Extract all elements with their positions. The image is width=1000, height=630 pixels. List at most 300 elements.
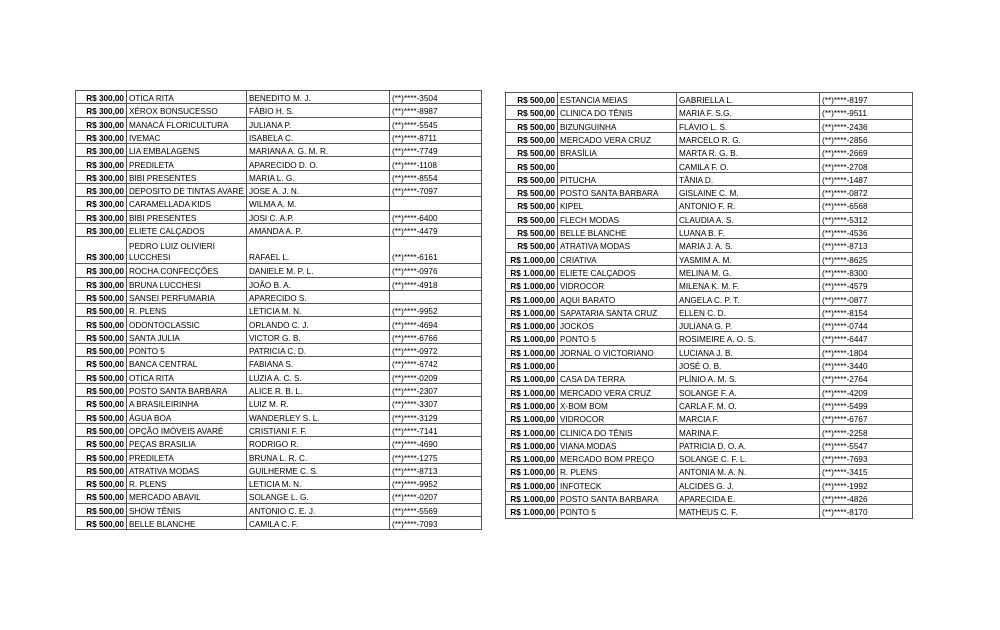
prize-value-cell: R$ 500,00 — [76, 463, 127, 476]
phone-cell: (**)****-4826 — [820, 491, 913, 504]
prize-value-cell: R$ 500,00 — [76, 437, 127, 450]
store-name-cell: PONTO 5 — [558, 505, 677, 518]
phone-cell: (**)****-3504 — [390, 91, 482, 104]
table-row — [506, 438, 913, 451]
prize-value-cell: R$ 300,00 — [76, 184, 127, 197]
prize-value-cell: R$ 1.000,00 — [506, 412, 558, 425]
table-row — [506, 252, 913, 265]
table-row — [76, 144, 482, 157]
store-name-cell: PREDILETA — [127, 450, 247, 463]
phone-cell: (**)****-3129 — [390, 410, 482, 423]
phone-cell: (**)****-4479 — [390, 223, 482, 236]
table-row — [76, 330, 482, 343]
store-name-cell: ESTANCIA MEIAS — [558, 93, 677, 106]
table-row — [76, 503, 482, 516]
winners-table-left-body — [76, 91, 482, 530]
winner-name-cell: FÁBIO H. S. — [247, 104, 390, 117]
winner-name-cell: GISLAINE C. M. — [677, 186, 820, 199]
table-row — [76, 184, 482, 197]
store-name-cell: PEDRO LUIZ OLIVIERI LUCCHESI — [127, 237, 247, 264]
winner-name-cell: LUZIA A. C. S. — [247, 370, 390, 383]
winner-name-cell: GABRIELLA L. — [677, 93, 820, 106]
table-row — [76, 397, 482, 410]
prize-value-cell: R$ 500,00 — [76, 383, 127, 396]
phone-cell: (**)****-8713 — [820, 239, 913, 252]
table-row — [506, 279, 913, 292]
phone-cell: (**)****-8625 — [820, 252, 913, 265]
winner-name-cell: CARLA F. M. O. — [677, 398, 820, 411]
phone-cell: (**)****-2856 — [820, 132, 913, 145]
winner-name-cell: JOÃO B. A. — [247, 277, 390, 290]
winner-name-cell: ANTONIA M. A. N. — [677, 465, 820, 478]
table-row — [76, 170, 482, 183]
winners-table-left — [75, 90, 482, 530]
store-name-cell: R. PLENS — [127, 304, 247, 317]
table-row — [506, 478, 913, 491]
prize-value-cell: R$ 300,00 — [76, 277, 127, 290]
winner-name-cell: RODRIGO R. — [247, 437, 390, 450]
store-name-cell: JOCKOS — [558, 319, 677, 332]
table-row — [506, 319, 913, 332]
store-name-cell: SAPATARIA SANTA CRUZ — [558, 305, 677, 318]
winner-name-cell: LETICIA M. N. — [247, 304, 390, 317]
phone-cell: (**)****-9952 — [390, 304, 482, 317]
prize-value-cell: R$ 1.000,00 — [506, 425, 558, 438]
phone-cell — [390, 290, 482, 303]
winner-name-cell: JULIANA P. — [247, 117, 390, 130]
table-row — [76, 344, 482, 357]
winner-name-cell: CAMILA C. F. — [247, 516, 390, 529]
winner-name-cell: FLÁVIO L. S. — [677, 119, 820, 132]
phone-cell: (**)****-9952 — [390, 477, 482, 490]
prize-value-cell: R$ 500,00 — [76, 344, 127, 357]
phone-cell: (**)****-6568 — [820, 199, 913, 212]
table-row — [506, 132, 913, 145]
phone-cell: (**)****-6161 — [390, 237, 482, 264]
phone-cell: (**)****-7749 — [390, 144, 482, 157]
winner-name-cell: SOLANGE F. A. — [677, 385, 820, 398]
prize-value-cell: R$ 300,00 — [76, 117, 127, 130]
prize-value-cell: R$ 300,00 — [76, 210, 127, 223]
winner-name-cell: VICTOR G. B. — [247, 330, 390, 343]
prize-value-cell: R$ 1.000,00 — [506, 305, 558, 318]
store-name-cell: POSTO SANTA BARBARA — [127, 383, 247, 396]
phone-cell: (**)****-7097 — [390, 184, 482, 197]
phone-cell: (**)****-1804 — [820, 345, 913, 358]
winner-name-cell: JULIANA G. P. — [677, 319, 820, 332]
table-row — [506, 385, 913, 398]
phone-cell: (**)****-0872 — [820, 186, 913, 199]
prize-value-cell: R$ 500,00 — [76, 490, 127, 503]
winner-name-cell: YASMIM A. M. — [677, 252, 820, 265]
phone-cell: (**)****-3415 — [820, 465, 913, 478]
store-name-cell: VIDROCOR — [558, 412, 677, 425]
phone-cell: (**)****-6766 — [390, 330, 482, 343]
prize-value-cell: R$ 300,00 — [76, 264, 127, 277]
prize-value-cell: R$ 1.000,00 — [506, 505, 558, 518]
table-row — [76, 277, 482, 290]
store-name-cell: DEPOSITO DE TINTAS AVARÉ — [127, 184, 247, 197]
table-row — [506, 505, 913, 518]
phone-cell: (**)****-0877 — [820, 292, 913, 305]
winner-name-cell: APARECIDO S. — [247, 290, 390, 303]
prize-value-cell: R$ 500,00 — [506, 199, 558, 212]
table-row — [76, 317, 482, 330]
table-row — [76, 516, 482, 529]
prize-value-cell: R$ 500,00 — [76, 304, 127, 317]
phone-cell: (**)****-5545 — [390, 117, 482, 130]
phone-cell: (**)****-0972 — [390, 344, 482, 357]
prize-value-cell: R$ 500,00 — [506, 212, 558, 225]
store-name-cell: OTICA RITA — [127, 370, 247, 383]
winners-table-right — [505, 92, 913, 519]
phone-cell: (**)****-2258 — [820, 425, 913, 438]
winner-name-cell: MARIA L. G. — [247, 170, 390, 183]
prize-value-cell: R$ 1.000,00 — [506, 319, 558, 332]
store-name-cell: SANSEI PERFUMARIA — [127, 290, 247, 303]
table-row — [76, 463, 482, 476]
phone-cell: (**)****-8987 — [390, 104, 482, 117]
phone-cell: (**)****-2708 — [820, 159, 913, 172]
prize-value-cell: R$ 1.000,00 — [506, 279, 558, 292]
store-name-cell: CARAMELLADA KIDS — [127, 197, 247, 210]
winner-name-cell: BRUNA L. R. C. — [247, 450, 390, 463]
store-name-cell: ATRATIVA MODAS — [558, 239, 677, 252]
winner-name-cell: ANGELA C. P. T. — [677, 292, 820, 305]
phone-cell: (**)****-2436 — [820, 119, 913, 132]
winner-name-cell: MARIA J. A. S. — [677, 239, 820, 252]
store-name-cell: JORNAL O VICTORIANO — [558, 345, 677, 358]
phone-cell: (**)****-1275 — [390, 450, 482, 463]
prize-value-cell: R$ 1.000,00 — [506, 465, 558, 478]
phone-cell: (**)****-7693 — [820, 452, 913, 465]
phone-cell: (**)****-1992 — [820, 478, 913, 491]
phone-cell: (**)****-8154 — [820, 305, 913, 318]
prize-value-cell: R$ 1.000,00 — [506, 332, 558, 345]
prize-value-cell: R$ 1.000,00 — [506, 372, 558, 385]
winner-name-cell: CRISTIANI F. F. — [247, 423, 390, 436]
table-row — [76, 237, 482, 264]
table-row — [506, 199, 913, 212]
winner-name-cell: MARCELO R. G. — [677, 132, 820, 145]
store-name-cell — [558, 358, 677, 371]
store-name-cell: BANCA CENTRAL — [127, 357, 247, 370]
table-row — [76, 410, 482, 423]
winner-name-cell: ALCIDES G. J. — [677, 478, 820, 491]
store-name-cell: PEÇAS BRASILIA — [127, 437, 247, 450]
table-row — [506, 186, 913, 199]
winner-name-cell: FABIANA S. — [247, 357, 390, 370]
store-name-cell: FLECH MODAS — [558, 212, 677, 225]
phone-cell: (**)****-6400 — [390, 210, 482, 223]
prize-value-cell: R$ 500,00 — [76, 516, 127, 529]
store-name-cell: ÁGUA BOA — [127, 410, 247, 423]
store-name-cell: CRIATIVA — [558, 252, 677, 265]
store-name-cell: IVEMAC — [127, 130, 247, 143]
winner-name-cell: PATRICIA D. O. A. — [677, 438, 820, 451]
winner-name-cell: BENEDITO M. J. — [247, 91, 390, 104]
phone-cell: (**)****-7141 — [390, 423, 482, 436]
winner-name-cell: PLÍNIO A. M. S. — [677, 372, 820, 385]
winner-name-cell: APARECIDO D. O. — [247, 157, 390, 170]
table-row — [506, 398, 913, 411]
table-row — [506, 425, 913, 438]
store-name-cell: INFOTECK — [558, 478, 677, 491]
table-row — [76, 490, 482, 503]
prize-value-cell: R$ 500,00 — [76, 357, 127, 370]
winner-name-cell: JOSE A. J. N. — [247, 184, 390, 197]
store-name-cell: CLINICA DO TÊNIS — [558, 106, 677, 119]
table-row — [76, 290, 482, 303]
phone-cell: (**)****-3307 — [390, 397, 482, 410]
winner-name-cell: SOLANGE L. G. — [247, 490, 390, 503]
winner-name-cell: TÂNIA D. — [677, 172, 820, 185]
store-name-cell: PONTO 5 — [558, 332, 677, 345]
store-name-cell: X-BOM BOM — [558, 398, 677, 411]
phone-cell: (**)****-8300 — [820, 265, 913, 278]
table-row — [76, 304, 482, 317]
store-name-cell: BIZUNGUINHA — [558, 119, 677, 132]
store-name-cell: OTICA RITA — [127, 91, 247, 104]
prize-value-cell: R$ 500,00 — [506, 146, 558, 159]
store-name-cell: MERCADO VERA CRUZ — [558, 132, 677, 145]
store-name-cell: BRUNA LUCCHESI — [127, 277, 247, 290]
winner-name-cell: CLAUDIA A. S. — [677, 212, 820, 225]
table-row — [506, 412, 913, 425]
winner-name-cell: APARECIDA E. — [677, 491, 820, 504]
table-row — [76, 437, 482, 450]
table-row — [76, 383, 482, 396]
store-name-cell: SHOW TÊNIS — [127, 503, 247, 516]
prize-value-cell: R$ 300,00 — [76, 157, 127, 170]
winner-name-cell: WANDERLEY S. L. — [247, 410, 390, 423]
table-row — [76, 157, 482, 170]
prize-value-cell: R$ 500,00 — [506, 186, 558, 199]
winner-name-cell: MELINA M. G. — [677, 265, 820, 278]
winner-name-cell: DANIELE M. P. L. — [247, 264, 390, 277]
table-row — [76, 197, 482, 210]
prize-value-cell: R$ 300,00 — [76, 197, 127, 210]
table-row — [506, 119, 913, 132]
winner-name-cell: LUANA B. F. — [677, 225, 820, 238]
winner-name-cell: GUILHERME C. S. — [247, 463, 390, 476]
winner-name-cell: ROSIMEIRE A. O. S. — [677, 332, 820, 345]
prize-value-cell: R$ 1.000,00 — [506, 398, 558, 411]
winner-name-cell: ANTONIO F. R. — [677, 199, 820, 212]
table-row — [76, 223, 482, 236]
table-row — [506, 292, 913, 305]
phone-cell: (**)****-5547 — [820, 438, 913, 451]
phone-cell: (**)****-3440 — [820, 358, 913, 371]
store-name-cell — [558, 159, 677, 172]
phone-cell: (**)****-6767 — [820, 412, 913, 425]
winners-table-right-body — [506, 93, 913, 519]
store-name-cell: SANTA JULIA — [127, 330, 247, 343]
phone-cell: (**)****-0744 — [820, 319, 913, 332]
winner-name-cell: ELLEN C. D. — [677, 305, 820, 318]
prize-value-cell: R$ 300,00 — [76, 144, 127, 157]
phone-cell: (**)****-8170 — [820, 505, 913, 518]
store-name-cell: ODONTOCLASSIC — [127, 317, 247, 330]
table-row — [506, 305, 913, 318]
winner-name-cell: MARINA F. — [677, 425, 820, 438]
table-row — [506, 212, 913, 225]
phone-cell — [390, 197, 482, 210]
phone-cell: (**)****-1108 — [390, 157, 482, 170]
prize-value-cell: R$ 500,00 — [76, 503, 127, 516]
store-name-cell: VIDROCOR — [558, 279, 677, 292]
table-row — [506, 106, 913, 119]
store-name-cell: POSTO SANTA BARBARA — [558, 491, 677, 504]
winner-name-cell: CAMILA F. O. — [677, 159, 820, 172]
prize-value-cell: R$ 1.000,00 — [506, 265, 558, 278]
winner-name-cell: LUCIANA J. B. — [677, 345, 820, 358]
store-name-cell: PONTO 5 — [127, 344, 247, 357]
winner-name-cell: MARIANA A. G. M. R. — [247, 144, 390, 157]
store-name-cell: CASA DA TERRA — [558, 372, 677, 385]
store-name-cell: R. PLENS — [127, 477, 247, 490]
winner-name-cell: MILENA K. M. F. — [677, 279, 820, 292]
store-name-cell: BELLE BLANCHE — [558, 225, 677, 238]
store-name-cell: BIBI PRESENTES — [127, 170, 247, 183]
store-name-cell: ELIETE CALÇADOS — [127, 223, 247, 236]
store-name-cell: MANACÁ FLORICULTURA — [127, 117, 247, 130]
table-row — [76, 91, 482, 104]
store-name-cell: ROCHA CONFECÇÕES — [127, 264, 247, 277]
phone-cell: (**)****-2669 — [820, 146, 913, 159]
winner-name-cell: AMANDA A. P. — [247, 223, 390, 236]
prize-value-cell: R$ 1.000,00 — [506, 438, 558, 451]
table-row — [76, 357, 482, 370]
prize-value-cell: R$ 500,00 — [76, 423, 127, 436]
table-row — [76, 264, 482, 277]
prize-value-cell: R$ 500,00 — [506, 159, 558, 172]
phone-cell: (**)****-8711 — [390, 130, 482, 143]
table-row — [506, 225, 913, 238]
table-row — [76, 117, 482, 130]
prize-value-cell: R$ 1.000,00 — [506, 478, 558, 491]
winner-name-cell: WILMA A. M. — [247, 197, 390, 210]
store-name-cell: OPÇÃO IMÓVEIS AVARÉ — [127, 423, 247, 436]
store-name-cell: BRASÍLIA — [558, 146, 677, 159]
prize-value-cell: R$ 500,00 — [506, 93, 558, 106]
table-row — [76, 370, 482, 383]
store-name-cell: ELIETE CALÇADOS — [558, 265, 677, 278]
winner-name-cell: MARIA F. S.G. — [677, 106, 820, 119]
phone-cell: (**)****-5499 — [820, 398, 913, 411]
phone-cell: (**)****-0209 — [390, 370, 482, 383]
phone-cell: (**)****-7093 — [390, 516, 482, 529]
store-name-cell: XÉROX BONSUCESSO — [127, 104, 247, 117]
table-row — [76, 104, 482, 117]
phone-cell: (**)****-4690 — [390, 437, 482, 450]
prize-value-cell: R$ 500,00 — [76, 450, 127, 463]
prize-value-cell: R$ 300,00 — [76, 170, 127, 183]
prize-value-cell: R$ 500,00 — [506, 225, 558, 238]
phone-cell: (**)****-9511 — [820, 106, 913, 119]
table-row — [506, 239, 913, 252]
store-name-cell: KIPEL — [558, 199, 677, 212]
winner-name-cell: JOSÉ O. B. — [677, 358, 820, 371]
prize-value-cell: R$ 500,00 — [76, 290, 127, 303]
prize-value-cell: R$ 500,00 — [506, 239, 558, 252]
prize-value-cell: R$ 500,00 — [506, 106, 558, 119]
store-name-cell: ATRATIVA MODAS — [127, 463, 247, 476]
phone-cell: (**)****-5312 — [820, 212, 913, 225]
phone-cell: (**)****-8554 — [390, 170, 482, 183]
prize-value-cell: R$ 1.000,00 — [506, 358, 558, 371]
table-row — [506, 159, 913, 172]
winner-name-cell: ISABELA C. — [247, 130, 390, 143]
prize-value-cell: R$ 1.000,00 — [506, 452, 558, 465]
table-row — [506, 172, 913, 185]
store-name-cell: BELLE BLANCHE — [127, 516, 247, 529]
phone-cell: (**)****-0976 — [390, 264, 482, 277]
winner-name-cell: MATHEUS C. F. — [677, 505, 820, 518]
table-row — [506, 345, 913, 358]
prize-value-cell: R$ 500,00 — [76, 397, 127, 410]
winner-name-cell: ANTONIO C. E. J. — [247, 503, 390, 516]
prize-value-cell: R$ 1.000,00 — [506, 385, 558, 398]
table-row — [506, 372, 913, 385]
store-name-cell: PITUCHA — [558, 172, 677, 185]
prize-value-cell: R$ 1.000,00 — [506, 252, 558, 265]
winner-name-cell: ALICE R. B. L. — [247, 383, 390, 396]
prize-value-cell: R$ 500,00 — [76, 317, 127, 330]
store-name-cell: MERCADO BOM PREÇO — [558, 452, 677, 465]
table-row — [76, 130, 482, 143]
prize-value-cell: R$ 300,00 — [76, 223, 127, 236]
winner-name-cell: ORLANDO C. J. — [247, 317, 390, 330]
table-row — [506, 93, 913, 106]
table-row — [506, 491, 913, 504]
phone-cell: (**)****-6742 — [390, 357, 482, 370]
phone-cell: (**)****-0207 — [390, 490, 482, 503]
store-name-cell: POSTO SANTA BARBARA — [558, 186, 677, 199]
prize-value-cell: R$ 300,00 — [76, 91, 127, 104]
store-name-cell: A BRASILEIRINHA — [127, 397, 247, 410]
store-name-cell: MERCADO ABAVIL — [127, 490, 247, 503]
phone-cell: (**)****-5569 — [390, 503, 482, 516]
table-row — [506, 146, 913, 159]
table-row — [506, 332, 913, 345]
winner-name-cell: PATRICIA C. D. — [247, 344, 390, 357]
prize-value-cell: R$ 500,00 — [76, 370, 127, 383]
table-row — [76, 423, 482, 436]
winner-name-cell: JOSI C. A.P. — [247, 210, 390, 223]
table-row — [76, 210, 482, 223]
table-row — [506, 465, 913, 478]
store-name-cell: AQUI BARATO — [558, 292, 677, 305]
table-row — [76, 450, 482, 463]
phone-cell: (**)****-6447 — [820, 332, 913, 345]
prize-value-cell: R$ 500,00 — [76, 330, 127, 343]
prize-value-cell: R$ 300,00 — [76, 237, 127, 264]
winner-name-cell: LETICIA M. N. — [247, 477, 390, 490]
prize-value-cell: R$ 1.000,00 — [506, 491, 558, 504]
prize-value-cell: R$ 300,00 — [76, 104, 127, 117]
phone-cell: (**)****-1487 — [820, 172, 913, 185]
prize-value-cell: R$ 300,00 — [76, 130, 127, 143]
winner-name-cell: MARCIA F. — [677, 412, 820, 425]
store-name-cell: R. PLENS — [558, 465, 677, 478]
prize-value-cell: R$ 1.000,00 — [506, 345, 558, 358]
phone-cell: (**)****-4209 — [820, 385, 913, 398]
winner-name-cell: SOLANGE C. F. L. — [677, 452, 820, 465]
prize-value-cell: R$ 500,00 — [506, 172, 558, 185]
table-row — [506, 265, 913, 278]
prize-value-cell: R$ 500,00 — [506, 132, 558, 145]
